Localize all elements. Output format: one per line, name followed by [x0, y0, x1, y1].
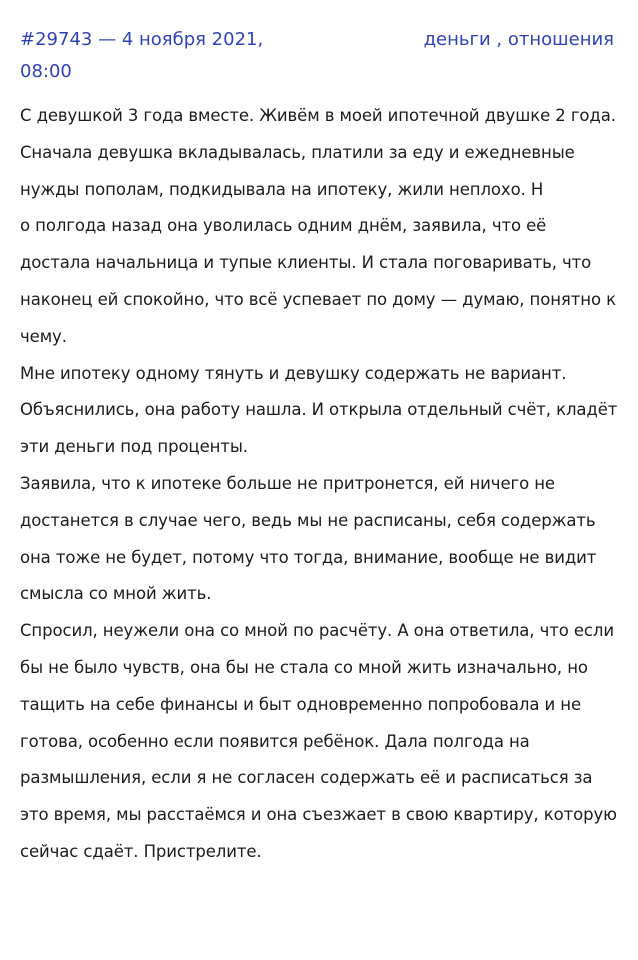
- tag-separator: ,: [496, 29, 503, 50]
- post-paragraph-1: С девушкой 3 года вместе. Живём в моей ипотечной двушке 2 года. Сначала девушка вкладывалась, платили за еду и ежедневные нужды пополам, подкидывала на ипотеку, жили неплохо. Н: [20, 106, 616, 199]
- tag-money[interactable]: деньги: [423, 29, 491, 50]
- post-header: [20, 24, 618, 84]
- post-body: [20, 98, 618, 871]
- post-time-link[interactable]: 08:00: [20, 61, 72, 82]
- post-paragraph-4: Заявила, что к ипотеке больше не притронется, ей ничего не достанется в случае чего, ведь мы не расписаны, себя содержать она тоже не будет, потому что тогда, внимание, вообще не видит смысла со мной жить.: [20, 473, 597, 604]
- post-paragraph-2: о полгода назад она уволилась одним днём, заявила, что её достала начальница и тупые клиенты. И стала поговаривать, что наконец ей спокойно, что всё успевает по дому — думаю, понятно к чему.: [20, 216, 616, 346]
- post-tags: [424, 24, 614, 56]
- post-paragraph-5: Спросил, неужели она со мной по расчёту. А она ответила, что если бы не было чувств, она бы не стала со мной жить изначально, но тащить на себе финансы и быт одновременно попробовала и не готова, особенно если появится ребёнок. Дала полгода на размышления, если я не согласен содержать её и расписаться за это время, мы расстаёмся и она съезжает в свою квартиру, которую сейчас сдаёт. Пристрелите.: [20, 621, 617, 861]
- post-id-link[interactable]: #29743: [20, 29, 93, 50]
- post-date-link[interactable]: 4 ноября 2021,: [121, 29, 264, 50]
- post-meta: [20, 24, 290, 88]
- post-paragraph-3: Мне ипотеку одному тянуть и девушку содержать не вариант. Объяснились, она работу нашла. И открыла отдельный счёт, кладёт эти деньги под проценты.: [20, 363, 618, 457]
- date-separator: —: [98, 29, 117, 50]
- tag-relationships[interactable]: отношения: [507, 29, 614, 50]
